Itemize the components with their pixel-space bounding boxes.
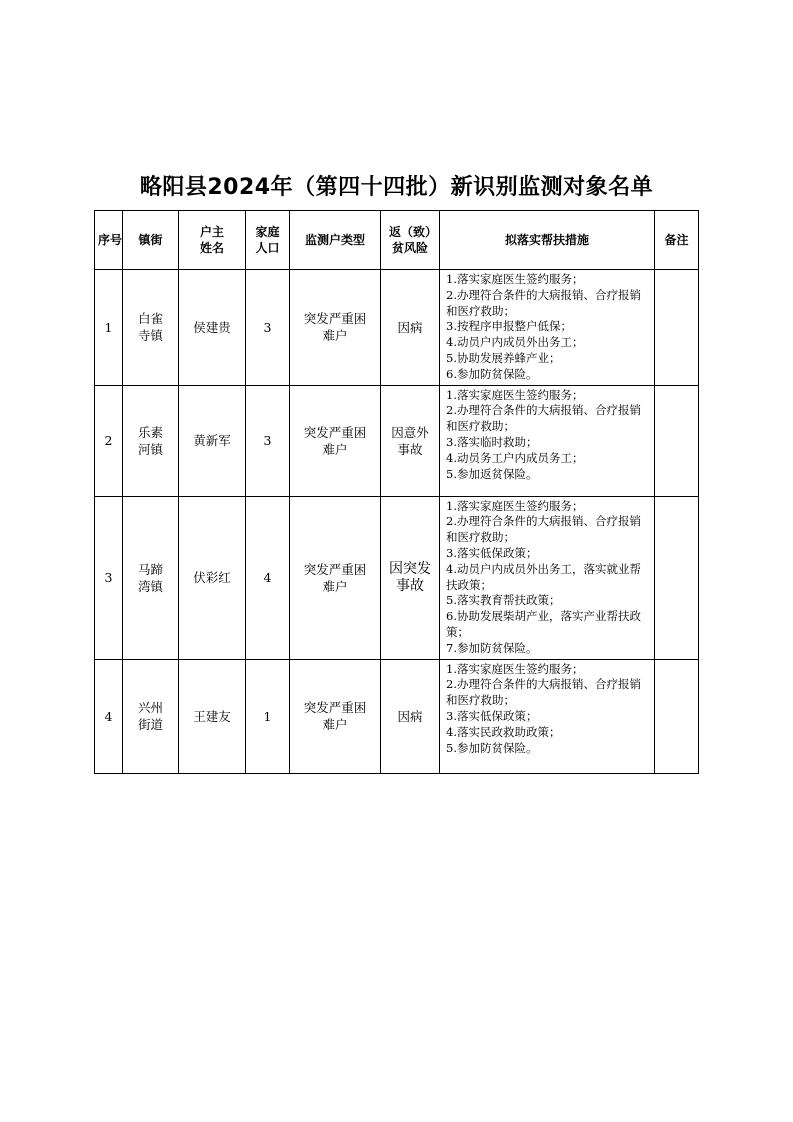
table-header-row	[95, 211, 699, 270]
table-row	[95, 270, 699, 386]
document-title: 略阳县2024年（第四十四批）新识别监测对象名单	[139, 175, 654, 200]
measure-item: 2.办理符合条件的大病报销、合疗报销和医疗救助；	[446, 677, 641, 708]
cell-family-size: 3	[246, 270, 290, 386]
monitoring-roster-table	[94, 210, 699, 774]
measure-item: 5.落实教育帮扶政策；	[446, 593, 561, 608]
cell-seq: 4	[95, 659, 123, 773]
measure-item: 4.落实民政救助政策；	[446, 724, 561, 739]
measure-item: 3.按程序申报整户低保；	[446, 319, 572, 334]
measure-item: 2.办理符合条件的大病报销、合疗报销和医疗救助；	[446, 514, 641, 545]
cell-risk: 因意外事故	[381, 385, 440, 496]
measure-item: 6.参加防贫保险。	[446, 366, 538, 381]
measure-item: 2.办理符合条件的大病报销、合疗报销和医疗救助；	[446, 287, 641, 318]
measure-item: 2.办理符合条件的大病报销、合疗报销和医疗救助；	[446, 403, 641, 434]
cell-remarks	[655, 385, 699, 496]
measure-item: 5.参加返贫保险。	[446, 466, 538, 481]
cell-measures	[440, 270, 655, 386]
cell-risk: 因突发事故	[381, 496, 440, 659]
measure-item: 4.动员户内成员外出务工；	[446, 335, 584, 350]
measure-item: 1.落实家庭医生签约服务；	[446, 498, 584, 513]
table-row	[95, 385, 699, 496]
cell-remarks	[655, 496, 699, 659]
cell-town: 马蹄湾镇	[123, 496, 179, 659]
cell-remarks	[655, 270, 699, 386]
cell-seq: 1	[95, 270, 123, 386]
cell-remarks	[655, 659, 699, 773]
cell-head: 侯建贵	[179, 270, 246, 386]
measure-item: 6.协助发展柴胡产业，落实产业帮扶政策；	[446, 609, 641, 639]
measure-item: 7.参加防贫保险。	[446, 640, 538, 655]
measure-item: 3.落实低保政策；	[446, 708, 538, 723]
measure-item: 3.落实低保政策；	[446, 545, 538, 560]
cell-town: 兴州街道	[123, 659, 179, 773]
measure-item: 1.落实家庭医生签约服务；	[446, 661, 584, 676]
header-risk: 返（致）贫风险	[381, 211, 440, 270]
cell-measures	[440, 385, 655, 496]
cell-seq: 2	[95, 385, 123, 496]
table-row	[95, 659, 699, 773]
header-family-size: 家庭人口	[246, 211, 290, 270]
header-type: 监测户类型	[290, 211, 381, 270]
header-measures: 拟落实帮扶措施	[440, 211, 655, 270]
measure-item: 4.动员务工户内成员务工；	[446, 450, 584, 465]
cell-risk: 因病	[381, 659, 440, 773]
cell-head: 王建友	[179, 659, 246, 773]
cell-town: 乐素河镇	[123, 385, 179, 496]
cell-type: 突发严重困难户	[290, 496, 381, 659]
measure-item: 5.协助发展养蜂产业；	[446, 350, 561, 365]
cell-type: 突发严重困难户	[290, 385, 381, 496]
cell-family-size: 1	[246, 659, 290, 773]
cell-head: 伏彩红	[179, 496, 246, 659]
cell-family-size: 4	[246, 496, 290, 659]
measure-item: 1.落实家庭医生签约服务；	[446, 387, 584, 402]
header-head: 户主姓名	[179, 211, 246, 270]
header-remarks: 备注	[655, 211, 699, 270]
measure-item: 4.动员户内成员外出务工，落实就业帮扶政策；	[446, 561, 641, 592]
measure-item: 1.落实家庭医生签约服务；	[446, 272, 584, 286]
cell-head: 黄新军	[179, 385, 246, 496]
table-row	[95, 496, 699, 659]
cell-town: 白雀寺镇	[123, 270, 179, 386]
cell-measures	[440, 496, 655, 659]
measure-item: 5.参加防贫保险。	[446, 740, 538, 755]
header-seq: 序号	[95, 211, 123, 270]
cell-risk: 因病	[381, 270, 440, 386]
header-town: 镇街	[123, 211, 179, 270]
cell-family-size: 3	[246, 385, 290, 496]
cell-seq: 3	[95, 496, 123, 659]
cell-type: 突发严重困难户	[290, 659, 381, 773]
cell-measures	[440, 659, 655, 773]
measure-item: 3.落实临时救助；	[446, 434, 538, 449]
cell-type: 突发严重困难户	[290, 270, 381, 386]
